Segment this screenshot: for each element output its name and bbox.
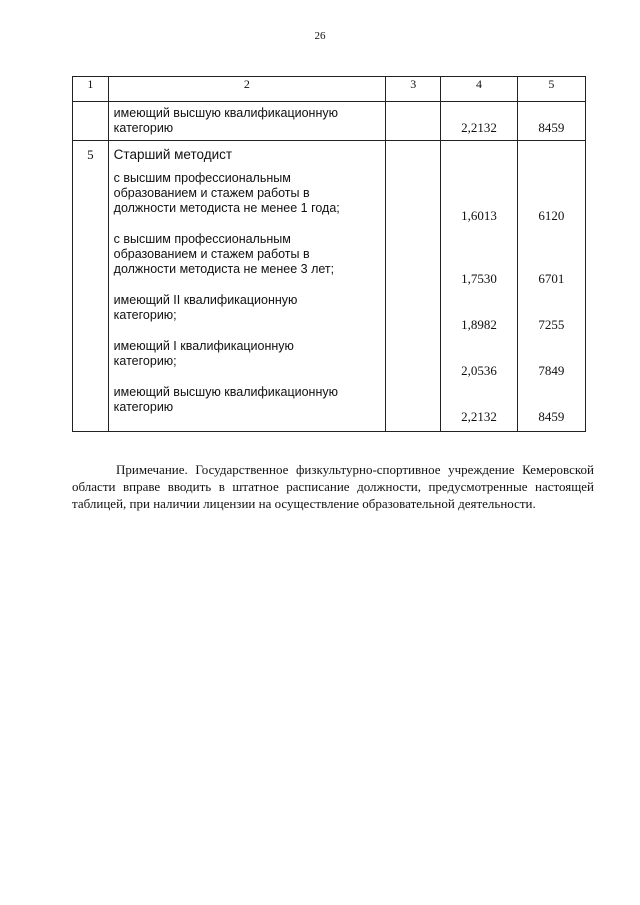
- coefficient-value: 1,8982: [461, 317, 497, 332]
- salary-value: 8459: [538, 120, 565, 135]
- row-number: 5: [87, 147, 94, 162]
- coefficient-value: 1,7530: [461, 271, 497, 286]
- position-line: образованием и стажем работы в: [113, 247, 310, 261]
- footnote-text: Примечание. Государственное физкультурно-спортивное учреждение Кемеровской области вправе вводить в штатное расписание должности, предусмотренные настоящей таблицей, при наличии лицензии на осуществление образовательной деятельности.: [72, 462, 594, 511]
- position-line: имеющий высшую квалификационную: [113, 106, 338, 120]
- table-row: [73, 141, 586, 432]
- salary-value: 7849: [538, 363, 565, 378]
- row-number-cell: [73, 141, 109, 432]
- position-line: должности методиста не менее 1 года;: [113, 201, 340, 215]
- header-cell-3: 3: [385, 77, 440, 102]
- coefficient-value: 2,0536: [461, 363, 497, 378]
- header-cell-5: 5: [517, 77, 585, 102]
- salary-value: 8459: [538, 409, 565, 424]
- position-cell: [108, 141, 385, 432]
- header-cell-1: 1: [73, 77, 109, 102]
- position-line: категорию;: [113, 354, 177, 368]
- coefficient-cell: [441, 102, 517, 141]
- page-number: 26: [314, 30, 326, 42]
- header-cell-2: 2: [108, 77, 385, 102]
- coefficient-value: 1,6013: [461, 208, 497, 223]
- empty-cell: [385, 141, 440, 432]
- salary-value: 6120: [538, 208, 565, 223]
- row-number-cell: [73, 102, 109, 141]
- footnote: [72, 461, 594, 512]
- position-line: категорию: [113, 121, 174, 135]
- salary-value: 7255: [538, 317, 565, 332]
- position-line: имеющий I квалификационную: [113, 339, 294, 353]
- salary-table: [72, 76, 586, 432]
- position-line: категорию: [113, 400, 174, 414]
- position-line: должности методиста не менее 3 лет;: [113, 262, 335, 276]
- table-row: [73, 102, 586, 141]
- position-title: Старший методист: [113, 147, 233, 162]
- coefficient-value: 2,2132: [461, 409, 497, 424]
- position-line: с высшим профессиональным: [113, 232, 291, 246]
- position-line: категорию;: [113, 308, 177, 322]
- salary-value: 6701: [538, 271, 565, 286]
- table-header-row: [73, 77, 586, 102]
- header-cell-4: 4: [441, 77, 517, 102]
- salary-cell: [517, 141, 585, 432]
- coefficient-cell: [441, 141, 517, 432]
- position-line: образованием и стажем работы в: [113, 186, 310, 200]
- position-line: с высшим профессиональным: [113, 171, 291, 185]
- empty-cell: [385, 102, 440, 141]
- coefficient-value: 2,2132: [461, 120, 497, 135]
- position-cell: [108, 102, 385, 141]
- position-line: имеющий II квалификационную: [113, 293, 298, 307]
- salary-cell: [517, 102, 585, 141]
- position-line: имеющий высшую квалификационную: [113, 385, 338, 399]
